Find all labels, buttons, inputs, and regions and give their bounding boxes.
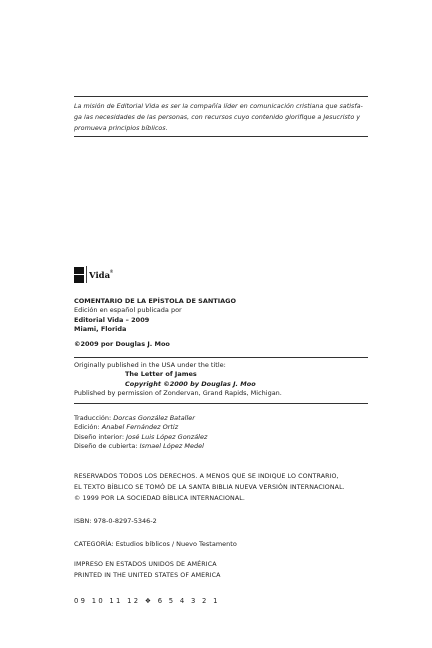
credit-cover-design: Diseño de cubierta: Ismael López Medel (74, 442, 204, 451)
printed-line: IMPRESO EN ESTADOS UNIDOS DE AMÉRICA (74, 561, 217, 568)
mission-line: promueva principios bíblicos. (74, 124, 168, 132)
category: CATEGORÍA: Estudios bíblicos / Nuevo Testamento (74, 540, 237, 548)
registered-mark: ® (109, 269, 114, 274)
city: Miami, Florida (74, 325, 127, 334)
permission-line: Published by permission of Zondervan, Grand Rapids, Michigan. (74, 389, 282, 398)
credit-editing: Edición: Anabel Fernández Ortiz (74, 423, 179, 432)
copyright-line: ©2009 por Douglas J. Moo (74, 339, 170, 348)
logo-wordmark: Vida (89, 271, 111, 281)
original-top-rule (74, 357, 368, 358)
book-title: COMENTARIO DE LA EPÍSTOLA DE SANTIAGO (74, 297, 237, 305)
mission-line: ga las necesidades de las personas, con recursos cuyo contenido glorifique a Jesucristo y (74, 113, 361, 121)
rights-line: EL TEXTO BÍBLICO SE TOMÓ DE LA SANTA BIBLIA NUEVA VERSIÓN INTERNACIONAL. (74, 484, 345, 491)
original-bottom-rule (74, 403, 368, 404)
original-title-intro: Originally published in the USA under the title: (74, 361, 226, 369)
rights-line: RESERVADOS TODOS LOS DERECHOS. A MENOS QUE SE INDIQUE LO CONTRARIO, (74, 473, 339, 480)
publisher: Editorial Vida – 2009 (74, 315, 150, 324)
rights-block (74, 471, 368, 504)
vida-logo-mark (74, 263, 134, 285)
credit-interior-design: Diseño interior: José Luis López González (74, 432, 208, 441)
printed-block (74, 559, 368, 581)
vida-logo (74, 263, 134, 285)
credits-block (74, 414, 368, 452)
mission-bottom-rule (74, 136, 368, 137)
mission-line: La misión de Editorial Vida es ser la compañía líder en comunicación cristiana que satisfa- (74, 102, 363, 110)
print-run: 09 10 11 12 ❖ 6 5 4 3 2 1 (74, 597, 220, 605)
edition-line: Edición en español publicada por (74, 306, 182, 315)
credit-translation: Traducción: Dorcas González Bataller (74, 414, 195, 422)
mission-statement (74, 101, 368, 134)
rights-line: © 1999 POR LA SOCIEDAD BÍBLICA INTERNACIONAL. (74, 495, 245, 502)
title-block (74, 297, 368, 349)
top-rule (74, 96, 368, 97)
original-copyright: Copyright ©2000 by Douglas J. Moo (125, 379, 256, 388)
original-book-title: The Letter of James (125, 370, 197, 379)
printed-line: PRINTED IN THE UNITED STATES OF AMERICA (74, 572, 221, 579)
isbn: ISBN: 978-0-8297-5346-2 (74, 517, 157, 525)
copyright-page (74, 0, 368, 648)
original-publication (74, 361, 368, 399)
